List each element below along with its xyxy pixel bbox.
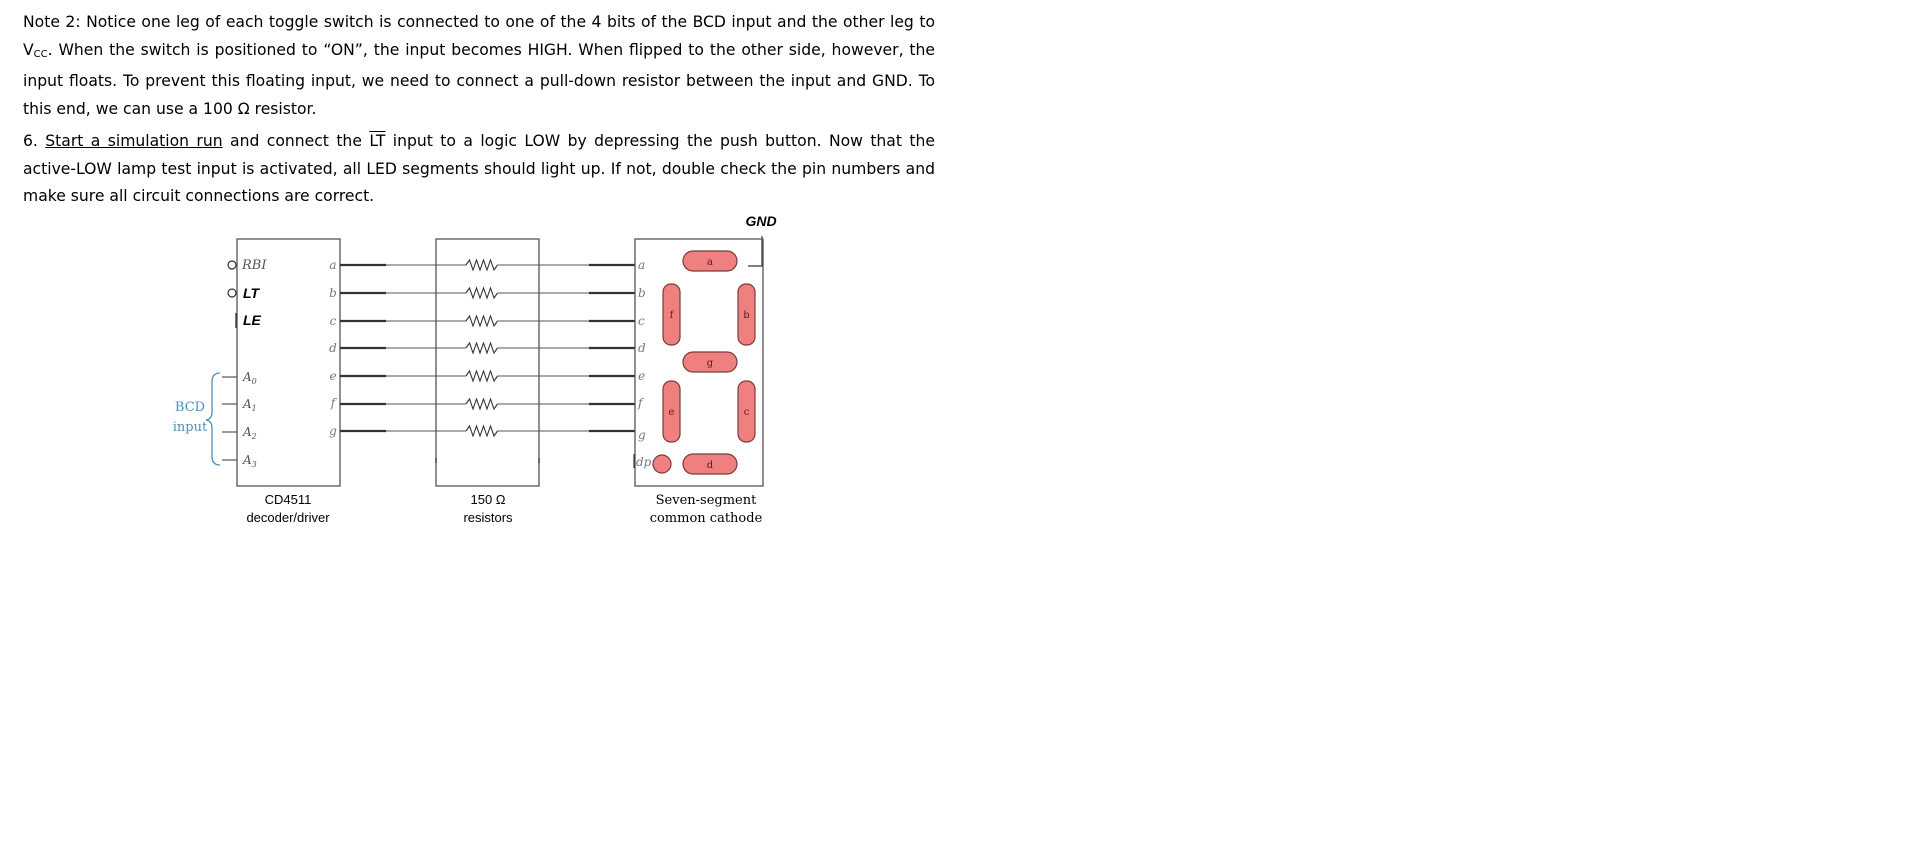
wire-group [340, 260, 635, 436]
bcd-label: BCD [174, 400, 206, 415]
resistor-g [466, 426, 498, 436]
disp-pin-dp: dp [636, 455, 652, 469]
out-c: c [329, 314, 337, 328]
disp-pin-e: e [638, 369, 646, 383]
segment-label-g: g [706, 358, 714, 369]
pin-lt: LT [243, 285, 260, 301]
segment-label-b: b [743, 310, 750, 321]
rbi-bubble [228, 261, 236, 269]
resistor-caption-2: resistors [463, 510, 513, 525]
resistor-caption-1: 150 Ω [470, 492, 506, 507]
out-b: b [329, 286, 337, 300]
display-caption-2: common cathode [649, 511, 763, 526]
note2-lead: Note 2: Notice one leg of each toggle switch is connected to one of the 4 bits of the BCD input and the other leg to V [23, 13, 935, 59]
resistor-a [466, 260, 498, 270]
segment-label-c: c [743, 407, 750, 418]
segment-label-d: d [706, 460, 714, 471]
pin-a1: $A_1$ [243, 397, 257, 413]
gnd-wire [748, 236, 762, 266]
decoder-box [237, 239, 340, 486]
bcd-input-label: input [172, 420, 208, 435]
lt-bubble [228, 289, 236, 297]
display-caption-1: Seven-segment [655, 493, 757, 508]
segment-dp [653, 455, 671, 473]
disp-pin-f: f [638, 396, 643, 410]
disp-pin-g: g [638, 428, 646, 442]
out-f: f [330, 396, 336, 410]
step6-rest: input to a logic LOW by depressing the push button. Now that the active-LOW lamp test input is activated, all LED segments should light up. If not, double check the pin numbers and make sure all circuit connections are correct. [23, 132, 935, 205]
segment-label-a: a [707, 257, 713, 268]
segment-label-e: e [668, 407, 675, 418]
out-a: a [329, 258, 337, 272]
pin-a3: $A_3$ [243, 453, 257, 469]
vcc-subscript: CC [33, 48, 48, 60]
resistor-f [466, 399, 498, 409]
out-g: g [329, 424, 337, 438]
pin-a2: $A_2$ [243, 425, 257, 441]
note2-rest: . When the switch is positioned to “ON”, the input becomes HIGH. When flipped to the other side, however, the input floats. To prevent this floating input, we need to connect a pull-down resistor between the input and GND. To this end, we can use a 100 Ω resistor. [23, 40, 935, 118]
bcd-brace [206, 373, 220, 465]
disp-pin-c: c [638, 314, 645, 328]
resistor-c [466, 316, 498, 326]
pin-le: LE [243, 312, 261, 328]
start-simulation-link[interactable]: Start a simulation run [45, 132, 223, 150]
lt-overline-text: $\overline{LT}$ [369, 132, 386, 150]
segment-group [653, 251, 755, 474]
decoder-caption-2: decoder/driver [246, 510, 330, 525]
pin-a0: $A_0$ [243, 370, 257, 386]
segment-label-f: f [669, 310, 674, 321]
pin-rbi: RBI [242, 258, 267, 273]
disp-pin-b: b [638, 286, 646, 300]
disp-pin-a: a [638, 258, 646, 272]
out-e: e [329, 369, 337, 383]
step6-mid: and connect the [222, 132, 370, 150]
disp-pin-d: d [638, 341, 646, 355]
resistor-e [466, 371, 498, 381]
resistor-b [466, 288, 498, 298]
step6-number: 6. [23, 132, 46, 150]
resistor-box [436, 239, 539, 486]
gnd-label: GND [745, 213, 777, 229]
resistor-d [466, 343, 498, 353]
out-d: d [329, 341, 337, 355]
decoder-caption-1: CD4511 [264, 492, 312, 507]
